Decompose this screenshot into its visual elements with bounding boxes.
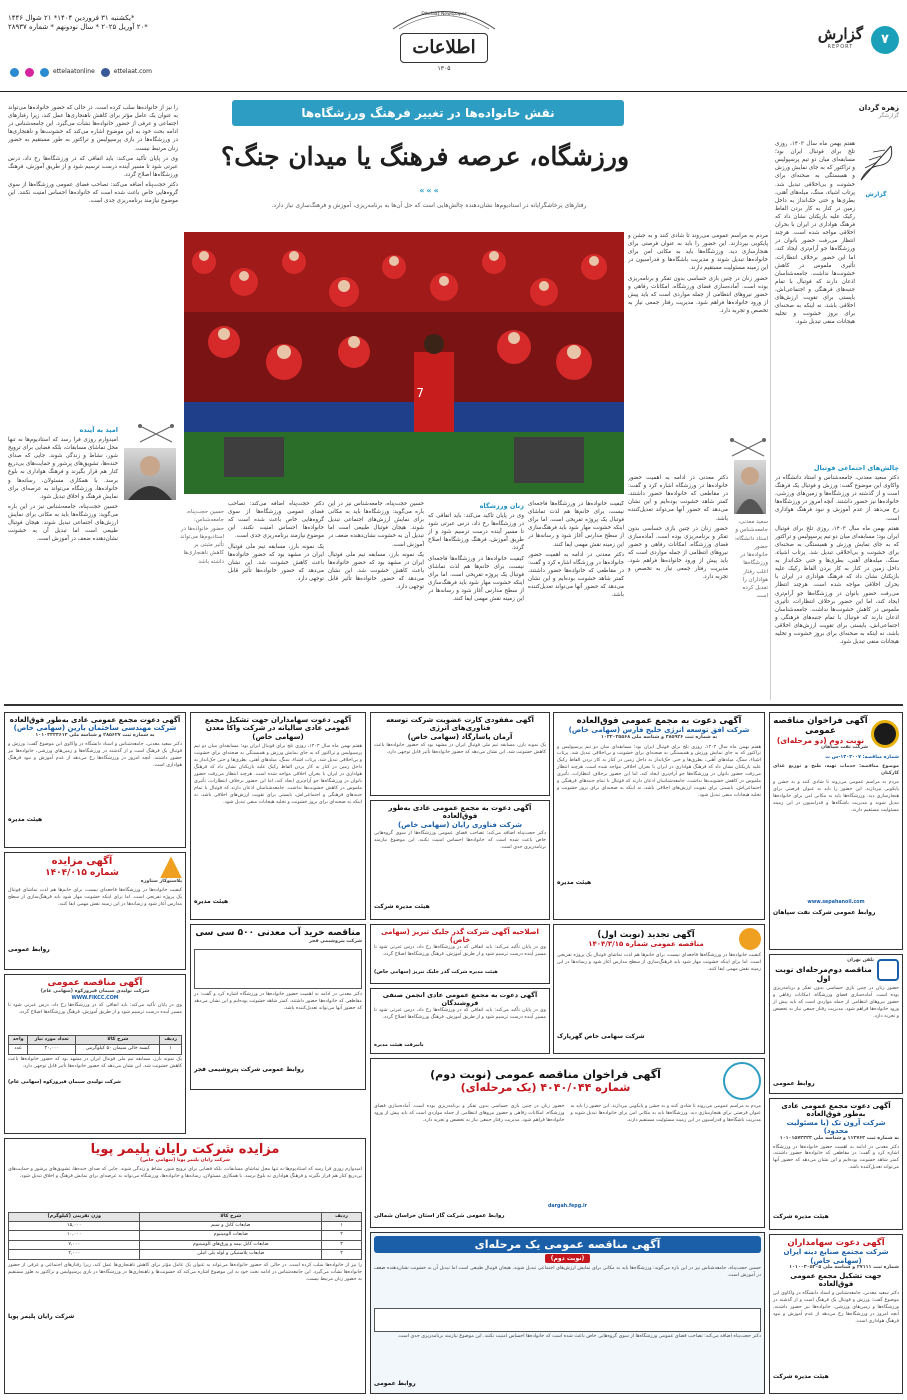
table-cell: ۱ bbox=[322, 1222, 362, 1231]
ad-body: مردم به مراسم عمومی می‌روند تا شادی کنند و به جشن و پایکوبی بپردازند. این حضور را باید به عنوان فرصتی برای هنجارسازی دید. ورزشگاه‌ها باید به مکانی امن برای خانواده‌ها تبدیل شوند و مدیریت باشگاه‌ها و فدراسیون در این زمینه مسئولیت مستقیم دارند. bbox=[773, 780, 899, 813]
ad-footer: شرکت سهامی خاص گهرپارک bbox=[557, 1033, 645, 1040]
ad-footer: روابط عمومی شرکت نفت سپاهان bbox=[773, 909, 876, 917]
col-a-text: دکتر سعید معدنی، جامعه‌شناس و استاد دانشگاه در واکاوی این موضوع گفت: ورزش و فوتبال یک فرهنگ است و از گذشته در ورزشگاه‌ها و زمین‌های ورزشی، خانواده‌ها نیز حضور داشتند. آنچه امروز در ورزشگاه‌ها رخ می‌دهد از عدم آموزش و نبود فرهنگ هواداری است. bbox=[775, 475, 899, 522]
ad-number: شماره مناقصه: ۱۴۰۳۰۰۷-س ت bbox=[825, 755, 899, 761]
byline-author: زهره گردان bbox=[858, 104, 899, 112]
telephone-logo bbox=[877, 959, 899, 981]
cement-table bbox=[8, 1035, 182, 1055]
crowd-image bbox=[184, 232, 624, 494]
col-c-text-4: کیفیت خانواده‌ها در ورزشگاه‌ها فاجعه‌ای نیست، برای خانم‌ها هم لذت تماشای فوتبال یک پروژه تفریحی است. اما برای اینکه خشونت مهار شود باید فرهنگ‌سازی از سطح مدارس آغاز شود و رسانه‌ها در این زمینه نقش مهمی ایفا کنند. bbox=[428, 555, 524, 603]
ad-body: دکتر سعید معدنی، جامعه‌شناس و استاد دانشگاه در واکاوی این موضوع گفت: ورزش و فوتبال یک فرهنگ است و از گذشته در ورزشگاه‌ها و زمین‌های ورزشی، خانواده‌ها نیز حضور داشتند. آنچه امروز در ورزشگاه‌ها رخ می‌دهد از عدم آموزش و نبود فرهنگ هواداری است. bbox=[773, 1290, 899, 1324]
ad-registration: به شماره ثبت ۱۱۳۷۶۴ و شناسه ملی ۱۰۱۰۱۵۷۴۴۲۳ bbox=[779, 1135, 899, 1141]
ad-footer: هیئت مدیره شرکت bbox=[374, 903, 430, 911]
ad-subtitle: (نوبت دوم) bbox=[545, 1254, 590, 1263]
table-header: ردیف bbox=[322, 1212, 362, 1221]
expert-2-caption: حسین حجت‌پناه، جامعه‌شناس: حضور خانواده‌ها در استادیوم‌ها می‌تواند تأثیر مثبتی بر کاهش ناهنجاری‌ها داشته باشد bbox=[180, 509, 224, 565]
ad-company: شرکت فناوری رایان (سهامی خاص) bbox=[397, 820, 523, 829]
kicker-text: نقش خانواده‌ها در تغییر فرهنگ ورزشگاه‌ها bbox=[301, 105, 555, 120]
ad-company: شرکت مجتمع صنایع دینه ایران (سهامی خاص) bbox=[783, 1248, 889, 1265]
ad-registration: شماره ثبت ۲۷۱۱۱ و شناسه ملی ۱۰۱۰۰۳۰۵۳۰۵ bbox=[789, 1264, 899, 1270]
col-b-top bbox=[628, 232, 768, 472]
col-f-text-4: امیدوارم روزی فرا رسد که استادیوم‌ها نه تنها محل تماشای مسابقات، بلکه فضایی برای ترویج شور، نشاط و زندگی شوند. جایی که صدای خنده‌ها، تشویق‌های پرشور و حمایت‌های بی‌دریغ کنار هم قرار بگیرند و فرهنگ هواداری به بلوغ برسد. با همکاری مسئولان، رسانه‌ها و خانواده‌ها، ورزشگاه می‌تواند به عرصه‌ای برای نمایش فرهنگ و اخلاق تبدیل شود. bbox=[8, 437, 118, 500]
ad-footer: روابط عمومی bbox=[8, 945, 50, 953]
ad-registration: به شماره ثبت ۲۸۵۶۲۷ و شناسه ملی ۱۰۱۰۳۳۴۳۶۱۳ bbox=[35, 732, 155, 738]
date-line-2: *۲۰ آوریل ۲۰۲۵ * سال نودونهم * شماره ۲۸۹۳۷ bbox=[8, 23, 148, 32]
column-rule bbox=[770, 230, 771, 700]
ad-footer: شرکت تولیدی سیمان فیروزکوه (سهامی عام) bbox=[8, 1078, 121, 1085]
byline-section: گزارشگر bbox=[878, 113, 899, 120]
auction-table bbox=[8, 1212, 362, 1260]
ad-title: آگهی دعوت مجمع عمومی عادی به‌طور فوق‌العاده bbox=[781, 1102, 891, 1119]
ad-title: آگهی فراخوان مناقصه عمومی bbox=[773, 716, 868, 737]
ad-company: پلاستوکار ستاوره bbox=[140, 878, 182, 884]
instagram-icon bbox=[25, 68, 34, 77]
col-b-text-2: حضور زنان در چنین بازی حساسی بدون تفکر و برنامه‌ریزی بوده است. آماده‌سازی فضای ورزشگاه، امکانات رفاهی و حضور نیروهای انتظامی از جمله مواردی است که باید پیش از ورود خانواده‌ها فراهم شود. مدیریت رفتار جمعی نیاز به تخصص و تجربه دارد. bbox=[628, 275, 768, 314]
ad-footer: روابط عمومی bbox=[374, 1380, 416, 1388]
stadium-photo bbox=[184, 232, 624, 494]
ad-title: آگهی مناقصه عمومی bbox=[47, 978, 143, 988]
table-row bbox=[9, 1231, 362, 1240]
table-cell: ۱۰,۰۰۰ bbox=[9, 1231, 140, 1240]
founded-year: ۱۳۰۵ bbox=[437, 65, 451, 73]
ad-body: کیفیت خانواده‌ها در ورزشگاه‌ها فاجعه‌ای نیست، برای خانم‌ها هم لذت تماشای فوتبال یک پروژه تفریحی است. اما برای اینکه خشونت مهار شود باید فرهنگ‌سازی از سطح مدارس آغاز شود و رسانه‌ها در این زمینه نقش مهمی ایفا کنند. bbox=[8, 887, 182, 907]
svg-text:7: 7 bbox=[416, 386, 424, 400]
ad-body: هفتم بهمن ماه سال ۱۴۰۳، روزی تلخ برای فوتبال ایران بود؛ مسابقه‌ای میان دو تیم پرسپولیس و تراکتور که به جای نمایش ورزش و همبستگی به صحنه‌ای برای خشونت و بی‌اخلاقی تبدیل شد. پرتاب اشیاء، سنگ، میله‌های آهنی، بطری‌ها و حتی حک‌انداز به داخل زمین در کنار به کار بردن الفاظ رکیک علیه بازیکنان نشان داد که فرهنگ هواداری در ایران با بحران اخلاقی مواجه شده است. هرچند انتظار می‌رفت حضور بانوان در ورزشگاه‌ها جو آرام‌تری ایجاد کند، اما این حضور برخلاف انتظارات، تأثیری ملموس در کاهش خشونت‌ها نداشت. جامعه‌شناسان اذعان دارند که فوتبال با تمام جنبه‌های فرهنگی و اجتماعی‌اش، بایستی برای تقویت ارزش‌های اخلاقی باشد، نه اینکه به صحنه‌ای برای بروز خشونت و تخلیه هیجانات منفی تبدیل شود. bbox=[194, 744, 362, 805]
ad-subtitle: جهت تشکیل مجمع عمومی فوق‌العاده bbox=[790, 1271, 882, 1289]
table-header: وزن تقریبی (کیلوگرم) bbox=[9, 1212, 140, 1221]
table-cell: ۷,۰۰۰ bbox=[9, 1240, 140, 1249]
ad-company: شرکت آرون تک (با مسئولیت محدود) bbox=[786, 1118, 886, 1136]
section-title-en: REPORT bbox=[827, 44, 854, 51]
table-cell: ۲,۰۰۰ bbox=[9, 1250, 140, 1259]
subhead-2: زنان ورزشگاه bbox=[479, 502, 524, 510]
ad-telephone-tender bbox=[769, 954, 903, 1094]
ad-lost-card bbox=[370, 712, 550, 796]
ad-title: آگهی مزایده bbox=[51, 856, 113, 867]
expert-1-caption: سعید معدنی، جامعه‌شناس و استاد دانشگاه: حضور خانواده‌ها در ورزشگاه‌ها اغلب رفتار هواداران را تعدیل کرده است bbox=[734, 519, 768, 600]
intro-text: هفتم بهمن ماه سال ۱۴۰۳، روزی تلخ برای فوتبال ایران بود؛ مسابقه‌ای میان دو تیم پرسپولیس و تراکتور که به جای نمایش ورزش و همبستگی به صحنه‌ای برای خشونت و بی‌اخلاقی تبدیل شد. پرتاب اشیاء، سنگ، میله‌های آهنی، بطری‌ها و حتی حک‌انداز به داخل زمین در کنار به کار بردن الفاظ رکیک علیه بازیکنان نشان داد که فرهنگ هواداری در ایران با بحران اخلاقی مواجه شده است. هرچند انتظار می‌رفت حضور بانوان در ورزشگاه‌ها جو آرام‌تری ایجاد کند، اما این حضور برخلاف انتظارات، تأثیری ملموس در کاهش خشونت‌ها نداشت. جامعه‌شناسان اذعان دارند که فوتبال با تمام جنبه‌های فرهنگی و اجتماعی‌اش، بایستی برای تقویت ارزش‌های اخلاقی باشد، نه اینکه به صحنه‌ای برای بروز خشونت و تخلیه هیجانات منفی تبدیل شود. bbox=[775, 141, 855, 326]
table-cell: ۱۵,۰۰۰ bbox=[9, 1222, 140, 1231]
col-d-text-2: یک نمونه بارز، مسابقه تیم ملی فوتبال ایران در مشهد بود که حضور خانواده‌ها باعث کاهش خشونت شد. این نشان می‌دهد که حضور خانواده‌ها تأثیر قابل توجهی دارد. bbox=[328, 551, 424, 591]
table-cell: ۲ bbox=[322, 1231, 362, 1240]
gas-company-logo bbox=[723, 1062, 761, 1100]
ad-company: تلفن تهران bbox=[847, 958, 874, 963]
table-cell: ضایعات کابل و سیم bbox=[140, 1222, 322, 1231]
table-row bbox=[9, 1250, 362, 1259]
ad-footer: روابط عمومی شرکت پتروشیمی فجر bbox=[194, 1065, 305, 1073]
table-cell: ضایعات آلومینیوم bbox=[140, 1231, 322, 1240]
ad-gas-tender bbox=[370, 1058, 765, 1228]
ad-ofogh-meeting bbox=[553, 712, 765, 920]
web-icon bbox=[101, 68, 110, 77]
ad-body: دکتر حجت‌پناه اضافه می‌کند: تصاحب فضای عمومی ورزشگاه‌ها از سوی گروه‌هایی خاص باعث شده است که خانواده‌ها احساس امنیت نکنند. این موضوع نیازمند برنامه‌ریزی جدی است. bbox=[374, 831, 546, 851]
ad-footer: هیئت مدیره شرکت گذر جلیک تبریز (سهامی خاص) bbox=[374, 968, 498, 975]
ad-number: شماره ۱۴۰۴/۰۱۵ bbox=[45, 868, 119, 878]
col-d bbox=[328, 500, 424, 696]
ad-auction bbox=[4, 852, 186, 970]
ad-subtitle: مناقصه عمومی شماره ۱۴۰۴/۳/۱۵ bbox=[588, 939, 704, 948]
table-cell: ضایعات پلاستیکی و لوله پلی اتیلن bbox=[140, 1250, 322, 1259]
ad-body: وی در پایان تأکید می‌کند: باید اتفاقی که در ورزشگاه‌ها رخ داد، درس عبرتی شود تا مسیر آینده درست ترسیم شود و از طریق آموزش، فرهنگ ورزشگاه‌ها اصلاح گردد. bbox=[374, 1007, 546, 1020]
ad-aruntech-meeting bbox=[769, 1098, 903, 1230]
ad-website[interactable]: www.sepahanoil.com bbox=[807, 900, 865, 906]
website-link[interactable]: ettelaat.com bbox=[113, 68, 152, 76]
col-f-bottom bbox=[8, 436, 118, 698]
ad-body-2: دکتر حجت‌پناه اضافه می‌کند: تصاحب فضای عمومی ورزشگاه‌ها از سوی گروه‌هایی خاص باعث شده است که خانواده‌ها احساس امنیت نکنند. این موضوع نیازمند برنامه‌ریزی جدی است. bbox=[397, 1334, 761, 1340]
date-block bbox=[8, 14, 268, 33]
table-row bbox=[9, 1240, 362, 1249]
ad-company: شرکت نفت سپاهان bbox=[821, 745, 868, 751]
telegram-icon bbox=[40, 68, 49, 77]
ads-divider bbox=[4, 704, 903, 706]
ad-body: امیدوارم روزی فرا رسد که استادیوم‌ها نه تنها محل تماشای مسابقات، بلکه فضایی برای ترویج شور، نشاط و زندگی شوند. جایی که صدای خنده‌ها، تشویق‌های پرشور و حمایت‌های بی‌دریغ کنار هم قرار بگیرند و فرهنگ هواداری به بلوغ برسد. با همکاری مسئولان، رسانه‌ها و خانواده‌ها، ورزشگاه می‌تواند به عرصه‌ای برای نمایش فرهنگ و اخلاق تبدیل شود. bbox=[8, 1166, 362, 1179]
paper-latin-name: Ettelaat Newspaper bbox=[421, 12, 467, 17]
sepahan-logo bbox=[871, 720, 899, 748]
col-a-intro bbox=[775, 140, 899, 470]
table-header: شرح کالا bbox=[76, 1035, 160, 1044]
ad-body-2: را نیز از خانواده‌ها سلب کرده است. در حالی که حضور خانواده‌ها می‌تواند به عنوان یک عامل مؤثر برای کاهش ناهنجاری‌ها عمل کند، زیرا رفتارهای اجتماعی و عرفی از حضور خانواده‌ها نشأت می‌گیرد. این جامعه‌شناس در ادامه بحث خود به این موضوع اشاره می‌کند که خشونت‌ها و ناهنجاری‌ها در ورزشگاه‌ها در بازی پرسپولیس و تراکتور به طور مستقیم به حضور زنان مرتبط نیست. bbox=[8, 1262, 362, 1282]
col-f-top bbox=[8, 104, 178, 424]
ad-company: آرمان پاسارگاد (سهامی خاص) bbox=[407, 732, 513, 741]
ad-footer: روابط عمومی شرکت گاز استان خراسان شمالی bbox=[374, 1212, 505, 1219]
ad-body-right: مردم به مراسم عمومی می‌روند تا شادی کنند و به جشن و پایکوبی بپردازند. این حضور را باید به عنوان فرصتی برای هنجارسازی دید. ورزشگاه‌ها باید به مکانی امن برای خانواده‌ها تبدیل شوند و مدیریت باشگاه‌ها و فدراسیون در این زمینه مسئولیت مستقیم دارند. bbox=[570, 1104, 761, 1123]
table-row bbox=[9, 1045, 182, 1054]
ad-title: آگهی تجدید (نوبت اول) bbox=[597, 929, 695, 940]
ad-rayan-polymer-auction bbox=[4, 1138, 366, 1394]
ad-title: آگهی دعوت سهامداران bbox=[787, 1238, 885, 1248]
ad-company: شرکت رایان پلیمر پویا (سهامی خاص) bbox=[140, 1157, 230, 1163]
subhead-1: چالش‌های اجتماعی فوتبال bbox=[813, 464, 899, 472]
col-b-text-3: دکتر معدنی در ادامه به اهمیت حضور خانواده‌ها در ورزشگاه اشاره کرد و گفت: در مقاطعی که خانواده‌ها حضور داشتند، کمتر شاهد خشونت بوده‌ایم و این نشان می‌دهد که حضور آنها می‌تواند تعدیل‌کننده باشد. bbox=[628, 475, 728, 522]
ad-footer: شرکت رایان پلیمر پویا bbox=[8, 1312, 75, 1320]
ad-body: دکتر معدنی در ادامه به اهمیت حضور خانواده‌ها در ورزشگاه اشاره کرد و گفت: در مقاطعی که خانواده‌ها حضور داشتند، کمتر شاهد خشونت بوده‌ایم و این نشان می‌دهد که حضور آنها می‌تواند تعدیل‌کننده باشد. bbox=[773, 1144, 899, 1171]
expert-1-photo bbox=[734, 460, 766, 514]
ad-body: حضور زنان در چنین بازی حساسی بدون تفکر و برنامه‌ریزی بوده است. آماده‌سازی فضای ورزشگاه، امکانات رفاهی و حضور نیروهای انتظامی از جمله مواردی است که باید پیش از ورود خانواده‌ها فراهم شود. مدیریت رفتار جمعی نیاز به تخصص و تجربه دارد. bbox=[773, 985, 899, 1019]
table-cell: کیسه خالی سیمان ۵۰ کیلوگرمی bbox=[76, 1045, 160, 1054]
table-header: ردیف bbox=[160, 1035, 182, 1044]
ad-footer: بانبرفت هیئت مدیره bbox=[374, 1041, 424, 1048]
ad-title: آگهی دعوت به مجمع عمومی عادی به‌طور فوق‌العاده bbox=[388, 804, 532, 821]
social-bar bbox=[8, 68, 152, 77]
col-c-text-2: دکتر معدنی در ادامه به اهمیت حضور خانواده‌ها در ورزشگاه اشاره کرد و گفت: در مقاطعی که خانواده‌ها حضور داشتند، کمتر شاهد خشونت بوده‌ایم و این نشان می‌دهد که حضور آنها می‌تواند تعدیل‌کننده باشد. bbox=[528, 551, 624, 599]
page-number-badge bbox=[871, 26, 899, 54]
table-cell: ۳ bbox=[322, 1240, 362, 1249]
ad-body-2: یک نمونه بارز، مسابقه تیم ملی فوتبال ایران در مشهد بود که حضور خانواده‌ها باعث کاهش خشونت شد. این نشان می‌دهد که حضور خانواده‌ها تأثیر قابل توجهی دارد. bbox=[8, 1056, 182, 1069]
col-b-text-1: مردم به مراسم عمومی می‌روند تا شادی کنند و به جشن و پایکوبی بپردازند. این حضور را باید به عنوان فرصتی برای هنجارسازی دید. ورزشگاه‌ها باید به مکانی امن برای خانواده‌ها تبدیل شوند و مدیریت باشگاه‌ها و فدراسیون در این زمینه مسئولیت مستقیم دارند. bbox=[628, 233, 768, 272]
ad-subject: موضوع مناقصه: خدمات تهیه، طبخ و توزیع غذای کارکنان bbox=[773, 764, 899, 777]
ad-body: دکتر سعید معدنی، جامعه‌شناس و استاد دانشگاه در واکاوی این موضوع گفت: ورزش و فوتبال یک فرهنگ است و از گذشته در ورزشگاه‌ها و زمین‌های ورزشی، خانواده‌ها نیز حضور داشتند. آنچه امروز در ورزشگاه‌ها رخ می‌دهد از عدم آموزش و نبود فرهنگ هواداری است. bbox=[8, 741, 182, 768]
portrait-icon-2 bbox=[124, 448, 176, 500]
ad-title: مزایده شرکت رایان پلیمر پویا bbox=[90, 1142, 280, 1157]
col-a-body bbox=[775, 474, 899, 696]
table-header: واحد bbox=[9, 1035, 28, 1044]
col-b-text-4: حضور زنان در چنین بازی حساسی بدون تفکر و برنامه‌ریزی بوده است. آماده‌سازی فضای ورزشگاه، امکانات رفاهی و حضور نیروهای انتظامی از جمله مواردی است که باید پیش از ورود خانواده‌ها فراهم شود. مدیریت رفتار جمعی نیاز به تخصص و تجربه دارد. bbox=[628, 525, 728, 581]
ad-guild-meeting bbox=[370, 988, 550, 1054]
ad-subtitle: شماره ۴۰۴۰/۰۴۴ (یک مرحله‌ای) bbox=[460, 1081, 631, 1094]
ad-footer: هیئت مدیره bbox=[557, 878, 592, 886]
ad-title: آگهی دعوت به مجمع عمومی عادی انجمن صنفی فروشندگان bbox=[382, 991, 538, 1007]
ad-water-tender bbox=[190, 924, 366, 1090]
ad-footer: هیئت مدیره bbox=[194, 898, 229, 906]
ad-company: شرکت افق توسعه انرژی خلیج فارس (سهامی خاص) bbox=[568, 726, 750, 735]
ad-footer: هیئت مدیره bbox=[8, 815, 43, 823]
ad-title: آگهی دعوت مجمع عمومی عادی به‌طور فوق‌العاده bbox=[9, 716, 181, 724]
article-lead: رفتارهای پرخاشگرایانه در استادیوم‌ها نشان‌دهنده چالش‌هایی است که حل آن‌ها به برنامه‌ریزی، آموزش و فرهنگ‌سازی نیاز دارد. bbox=[271, 202, 587, 209]
crossed-tools-icon-2 bbox=[136, 424, 176, 444]
ad-body: یک نمونه بارز، مسابقه تیم ملی فوتبال ایران در مشهد بود که حضور خانواده‌ها باعث کاهش خشونت شد. این نشان می‌دهد که حضور خانواده‌ها تأثیر قابل توجهی دارد. bbox=[374, 743, 546, 756]
col-b-mid bbox=[628, 474, 728, 696]
table-cell: ۱ bbox=[160, 1045, 182, 1054]
goharpark-logo bbox=[739, 928, 761, 950]
ad-title: آگهی فراخوان مناقصه عمومی (نوبت دوم) bbox=[430, 1067, 661, 1081]
ad-website[interactable]: WWW.FIKCC.COM bbox=[71, 995, 119, 1001]
twitter-icon bbox=[10, 68, 19, 77]
ad-registration: به شماره ثبت ۳۸۵۹۲۶ و شناسه ملی ۱۰۳۲۰۳۵۵۶۸ bbox=[600, 734, 718, 740]
col-f-text-2: وی در پایان تأکید می‌کند: باید اتفاقی که در ورزشگاه‌ها رخ داد، درس عبرتی شود تا مسیر آینده درست ترسیم شود و از طریق آموزش، فرهنگ ورزشگاه‌ها اصلاح گردد. bbox=[8, 155, 178, 178]
ad-website[interactable]: dargah.fepg.ir bbox=[548, 1204, 587, 1209]
article-headline: ورزشگاه، عرصه فرهنگ یا میدان جنگ؟ bbox=[220, 142, 630, 171]
col-f-text-3: دکتر حجت‌پناه اضافه می‌کند: تصاحب فضای عمومی ورزشگاه‌ها از سوی گروه‌هایی خاص باعث شده است که خانواده‌ها احساس امنیت نکنند. این موضوع نیازمند برنامه‌ریزی جدی است. bbox=[8, 181, 178, 205]
ad-title: آگهی مناقصه عمومی یک مرحله‌ای bbox=[474, 1238, 661, 1251]
ad-title: مناقصه دوم‌مرحله‌ای نوبت اول bbox=[775, 964, 872, 983]
ornament-arrows: »»» bbox=[419, 186, 441, 195]
paper-name: اطلاعات bbox=[412, 37, 476, 59]
col-e-text-2: یک نمونه بارز، مسابقه تیم ملی فوتبال ایران در مشهد بود که حضور خانواده‌ها باعث کاهش خشونت شد. این نشان می‌دهد که حضور خانواده‌ها تأثیر قابل توجهی دارد. bbox=[228, 543, 324, 582]
logo-box bbox=[400, 33, 488, 63]
page-number: ۷ bbox=[881, 32, 889, 48]
ad-title: آگهی مفقودی کارت عضویت شرکت توسعه فناوری‌های انرژی bbox=[386, 716, 534, 733]
ad-body: کیفیت خانواده‌ها در ورزشگاه‌ها فاجعه‌ای نیست، برای خانم‌ها هم لذت تماشای فوتبال یک پروژه تفریحی است. اما برای اینکه خشونت مهار شود باید فرهنگ‌سازی از سطح مدارس آغاز شود و رسانه‌ها در این زمینه نقش مهمی ایفا کنند. bbox=[557, 953, 761, 972]
tender-table bbox=[374, 1308, 761, 1332]
ad-body: هفتم بهمن ماه سال ۱۴۰۳، روزی تلخ برای فوتبال ایران بود؛ مسابقه‌ای میان دو تیم پرسپولیس و تراکتور که به جای نمایش ورزش و همبستگی به صحنه‌ای برای خشونت و بی‌اخلاقی تبدیل شد. پرتاب اشیاء، سنگ، میله‌های آهنی، بطری‌ها و حتی حک‌انداز به داخل زمین در کنار به کار بردن الفاظ رکیک علیه بازیکنان نشان داد که فرهنگ هواداری در ایران با بحران اخلاقی مواجه شده است. هرچند انتظار می‌رفت حضور بانوان در ورزشگاه‌ها جو آرام‌تری ایجاد کند، اما این حضور برخلاف انتظارات، تأثیری ملموس در کاهش خشونت‌ها نداشت. جامعه‌شناسان اذعان دارند که فوتبال با تمام جنبه‌های فرهنگی و اجتماعی‌اش، بایستی برای تقویت ارزش‌های اخلاقی باشد، نه اینکه به صحنه‌ای برای بروز خشونت و تخلیه هیجانات منفی تبدیل شود. bbox=[557, 744, 761, 799]
table-header: تعداد مورد نیاز bbox=[28, 1035, 76, 1044]
col-d-text-1: حسین حجت‌پناه، جامعه‌شناس نیز در این باره می‌گوید: ورزشگاه‌ها باید به مکانی برای نمایش ارزش‌های اجتماعی تبدیل شوند. هیجان فوتبال طبیعی است اما تبدیل آن به خشونت نشان‌دهنده ضعف در آموزش است. bbox=[328, 501, 424, 548]
ad-footer: هیئت مدیره شرکت bbox=[773, 1372, 829, 1380]
col-c-1 bbox=[528, 500, 624, 696]
ad-footer: هیئت مدیره شرکت bbox=[773, 1212, 829, 1220]
table-cell: عدد bbox=[9, 1045, 28, 1054]
ad-title: آگهی دعوت سهامداران جهت تشکیل مجمع عمومی عادی سالیانه در شرکت واکا معدن bbox=[204, 716, 352, 733]
date-line-1: *یکشنبه ۳۱ فروردین ۱۴۰۴* ۲۱ شوال ۱۴۴۶ bbox=[8, 14, 135, 22]
col-f-text-5: حسین حجت‌پناه، جامعه‌شناس نیز در این باره می‌گوید: ورزشگاه‌ها باید به مکانی برای نمایش ارزش‌های اجتماعی تبدیل شوند. هیجان فوتبال طبیعی است اما تبدیل آن به خشونت نشان‌دهنده ضعف در آموزش است. bbox=[8, 503, 118, 543]
ad-title: آگهی دعوت به مجمع عمومی فوق‌العاده bbox=[576, 716, 742, 726]
table-cell: ضایعات کابل بیمه و ورق‌های آلومینیوم bbox=[140, 1240, 322, 1249]
ad-sepahan-tender bbox=[769, 712, 903, 950]
ad-body: وی در پایان تأکید می‌کند: باید اتفاقی که در ورزشگاه‌ها رخ داد، درس عبرتی شود تا مسیر آینده درست ترسیم شود و از طریق آموزش، فرهنگ ورزشگاه‌ها اصلاح گردد. bbox=[374, 944, 546, 957]
table-cell: ۴ bbox=[322, 1250, 362, 1259]
article-kicker bbox=[232, 100, 624, 126]
ad-body-left: حضور زنان در چنین بازی حساسی بدون تفکر و برنامه‌ریزی بوده است. آماده‌سازی فضای ورزشگاه، امکانات رفاهی و حضور نیروهای انتظامی از جمله مواردی است که باید پیش از ورود خانواده‌ها فراهم شود. مدیریت رفتار جمعی نیاز به تخصص و تجربه دارد. bbox=[374, 1104, 565, 1123]
col-e bbox=[228, 500, 324, 696]
ad-dineh-shareholders bbox=[769, 1234, 903, 1394]
col-c-text-3: وی در پایان تأکید می‌کند: باید اتفاقی که در ورزشگاه‌ها رخ داد، درس عبرتی شود تا مسیر آینده درست ترسیم شود و از طریق آموزش، فرهنگ ورزشگاه‌ها اصلاح گردد. bbox=[428, 513, 524, 552]
ad-body: حسین حجت‌پناه، جامعه‌شناس نیز در این باره می‌گوید: ورزشگاه‌ها باید به مکانی برای نمایش ارزش‌های اجتماعی تبدیل شوند. هیجان فوتبال طبیعی است اما تبدیل آن به خشونت نشان‌دهنده ضعف در آموزش است. bbox=[374, 1266, 761, 1279]
ad-waka-meeting bbox=[190, 712, 366, 920]
ad-company: شرکت تولیدی سیمان فیروزکوه (سهامی عام) bbox=[40, 988, 150, 994]
ad-goharpark-tender bbox=[553, 924, 765, 1054]
ad-barin-meeting bbox=[4, 712, 186, 848]
masthead bbox=[0, 0, 907, 92]
ad-company: شرکت پتروشیمی فجر bbox=[309, 938, 362, 944]
table-header-row bbox=[9, 1035, 182, 1044]
table-row bbox=[9, 1222, 362, 1231]
col-e-text-1: دکتر حجت‌پناه اضافه می‌کند: تصاحب فضای عمومی ورزشگاه‌ها از سوی گروه‌هایی خاص باعث شده است که خانواده‌ها احساس امنیت نکنند. این موضوع نیازمند برنامه‌ریزی جدی است. bbox=[228, 501, 324, 540]
ad-company: شرکت مهندسی ساختمان بارین (سهامی خاص) bbox=[13, 724, 177, 733]
col-f-text-1: را نیز از خانواده‌ها سلب کرده است. در حالی که حضور خانواده‌ها می‌تواند به عنوان یک عامل مؤثر برای کاهش ناهنجاری‌ها عمل کند، زیرا رفتارهای اجتماعی و عرفی از حضور خانواده‌ها نشأت می‌گیرد. این جامعه‌شناس در ادامه بحث خود به این موضوع اشاره می‌کند که خشونت‌ها و ناهنجاری‌ها در ورزشگاه‌ها در بازی پرسپولیس و تراکتور به طور مستقیم به حضور زنان مرتبط نیست. bbox=[8, 105, 178, 152]
col-a-text-2: هفتم بهمن ماه سال ۱۴۰۳، روزی تلخ برای فوتبال ایران بود؛ مسابقه‌ای میان دو تیم پرسپولیس و تراکتور که به جای نمایش ورزش و همبستگی به صحنه‌ای برای خشونت و بی‌اخلاقی تبدیل شد. پرتاب اشیاء، سنگ، میله‌های آهنی، بطری‌ها و حتی حک‌انداز به داخل زمین در کنار به کار بردن الفاظ رکیک علیه بازیکنان نشان داد که فرهنگ هواداری در ایران با بحران اخلاقی مواجه شده است. هرچند انتظار می‌رفت حضور بانوان در ورزشگاه‌ها جو آرام‌تری ایجاد کند، اما این حضور برخلاف انتظارات، تأثیری ملموس در کاهش خشونت‌ها نداشت. جامعه‌شناسان اذعان دارند که فوتبال با تمام جنبه‌های فرهنگی و اجتماعی‌اش، بایستی برای تقویت ارزش‌های اخلاقی باشد، نه اینکه به صحنه‌ای برای بروز خشونت و تخلیه هیجانات منفی تبدیل شود. bbox=[775, 525, 899, 646]
crossed-tools-icon bbox=[728, 438, 768, 458]
ad-cement-tender bbox=[4, 974, 186, 1134]
col-c-2 bbox=[428, 512, 524, 696]
social-handle[interactable]: ettelaatonline bbox=[53, 68, 95, 76]
byline bbox=[775, 104, 899, 121]
water-table bbox=[194, 949, 362, 989]
section-label bbox=[818, 24, 863, 51]
ad-correction bbox=[370, 924, 550, 984]
expert-2-photo bbox=[124, 448, 176, 500]
ad-subtitle: (سهامی خاص) bbox=[252, 732, 304, 741]
ad-body: دکتر معدنی در ادامه به اهمیت حضور خانواده‌ها در ورزشگاه اشاره کرد و گفت: در مقاطعی که خانواده‌ها حضور داشتند، کمتر شاهد خشونت بوده‌ایم و این نشان می‌دهد که حضور آنها می‌تواند تعدیل‌کننده باشد. bbox=[194, 991, 362, 1011]
portrait-icon bbox=[734, 460, 766, 514]
table-cell: ۳۰,۰۰۰ bbox=[28, 1045, 76, 1054]
ad-rayan-meeting bbox=[370, 800, 550, 920]
ad-subtitle: نوبت دوم (دو مرحله‌ای) bbox=[776, 736, 865, 746]
newspaper-logo bbox=[385, 4, 503, 82]
col-c-text-1: کیفیت خانواده‌ها در ورزشگاه‌ها فاجعه‌ای نیست، برای خانم‌ها هم لذت تماشای فوتبال یک پروژه تفریحی است. اما برای اینکه خشونت مهار شود باید فرهنگ‌سازی از سطح مدارس آغاز شود و رسانه‌ها در این زمینه نقش مهمی ایفا کنند. bbox=[528, 501, 624, 548]
plastokar-logo bbox=[160, 856, 182, 878]
subhead-3: امید به آینده bbox=[79, 426, 118, 434]
ad-title: مناقصه خرید آب معدنی ۵۰۰ سی سی bbox=[195, 928, 361, 938]
table-header: شرح کالا bbox=[140, 1212, 322, 1221]
table-header-row bbox=[9, 1212, 362, 1221]
emblem-label: گزارش bbox=[865, 191, 887, 199]
ad-body: وی در پایان تأکید می‌کند: باید اتفاقی که در ورزشگاه‌ها رخ داد، درس عبرتی شود تا مسیر آینده درست ترسیم شود و از طریق آموزش، فرهنگ ورزشگاه‌ها اصلاح گردد. bbox=[8, 1002, 182, 1015]
section-title: گزارش bbox=[817, 25, 863, 43]
ad-title: اصلاحیه آگهی شرکت گذر جلیک تبریز (سهامی خاص) bbox=[381, 928, 539, 945]
ad-footer: روابط عمومی bbox=[773, 1079, 815, 1087]
ad-one-stage-tender bbox=[370, 1232, 765, 1394]
